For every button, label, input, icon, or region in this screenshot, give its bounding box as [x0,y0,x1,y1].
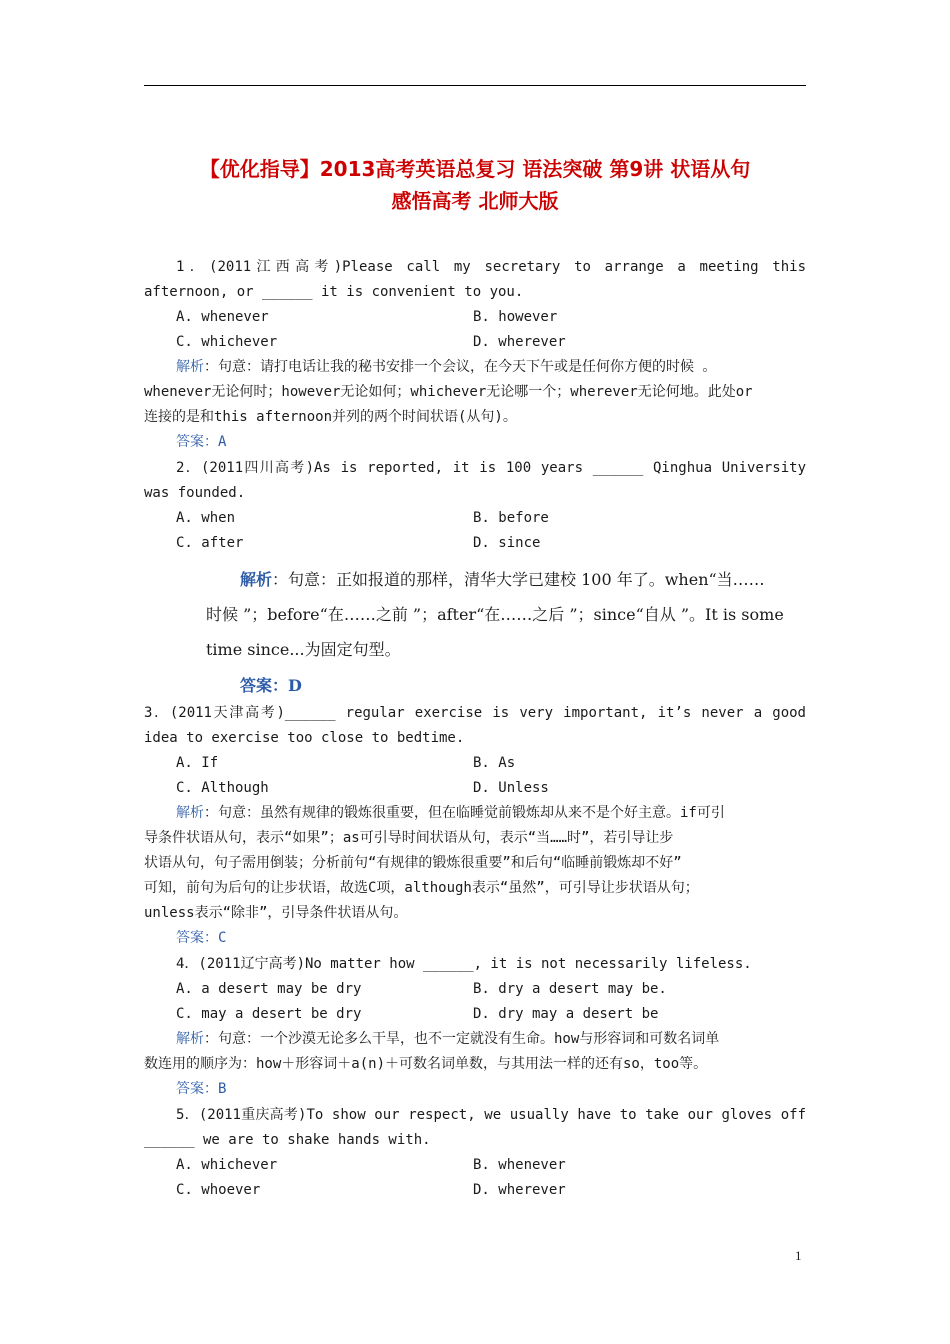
q2-option-b: B. before [473,510,549,526]
q3-explanation-line-4: 可知，前句为后句的让步状语，故选C项，although表示“虽然”，可引导让步状语从句； [144,880,699,896]
q1-answer: 答案：A [176,434,227,450]
q2-explanation-line-3: time since...为固定句型。 [206,640,401,659]
q3-option-c: C. Although [176,780,269,796]
q1-explanation-line-3: 连接的是和this afternoon并列的两个时间状语(从句)。 [144,409,517,425]
q4-stem-line-1: 4．(2011辽宁高考)No matter how ______, it is not necessarily lifeless. [176,956,752,972]
q1-explanation-line-1: 解析：句意：请打电话让我的秘书安排一个会议，在今天下午或是任何你方便的时候 。 [176,359,717,375]
q5-option-a: A. whichever [176,1157,278,1173]
q5-option-d: D. wherever [473,1182,566,1198]
q1-explanation-label: 解析 [176,359,204,375]
q3-option-b: B. As [473,755,516,771]
q3-explanation-line-5: unless表示“除非”，引导条件状语从句。 [144,905,408,921]
q2-option-d: D. since [473,535,541,551]
q1-explanation-line-2: whenever无论何时；however无论如何；whichever无论哪一个；wherever无论何地。此处or [144,384,753,400]
q4-option-d: D. dry may a desert be [473,1006,659,1022]
q2-answer-label: 答案 [240,676,273,695]
q1-stem-line-1: 1．(2011江西高考)Please call my secretary to arrange a meeting this [176,259,806,275]
q2-stem-line-2: was founded. [144,485,246,501]
q1-stem-line-2: afternoon, or ______ it is convenient to you. [144,284,524,300]
q3-option-a: A. If [176,755,219,771]
q5-option-c: C. whoever [176,1182,261,1198]
document-title-line-2: 感悟高考 北师大版 [391,189,559,213]
q3-explanation-label: 解析 [176,805,204,821]
q5-stem-line-2: ______ we are to shake hands with. [144,1132,431,1148]
q5-option-b: B. whenever [473,1157,566,1173]
q4-explanation-line-2: 数连用的顺序为：how＋形容词＋a(n)＋可数名词单数，与其用法一样的还有so，too等。 [144,1056,708,1072]
q3-stem-line-2: idea to exercise too close to bedtime. [144,730,465,746]
q2-answer: 答案：D [240,676,302,695]
q2-option-a: A. when [176,510,236,526]
q2-explanation-label: 解析 [240,570,273,589]
q2-stem-line-1: 2．(2011四川高考)As is reported, it is 100 years ______ Qinghua University [176,460,806,476]
q2-option-c: C. after [176,535,244,551]
header-rule [144,85,806,86]
q3-answer: 答案：C [176,930,227,946]
q3-explanation-line-2: 导条件状语从句，表示“如果”；as可引导时间状语从句，表示“当……时”，若引导让步 [144,830,674,846]
q3-stem-line-1: 3．(2011天津高考)______ regular exercise is very important, it’s never a good [144,705,806,721]
q2-explanation-line-1: 解析：句意：正如报道的那样，清华大学已建校 100 年了。when“当…… [240,570,765,589]
q4-explanation-line-1: 解析：句意：一个沙漠无论多么干旱，也不一定就没有生命。how与形容词和可数名词单 [176,1031,720,1047]
q3-explanation-line-1: 解析：句意：虽然有规律的锻炼很重要，但在临睡觉前锻炼却从来不是个好主意。if可引 [176,805,725,821]
q4-option-a: A. a desert may be dry [176,981,362,997]
page-number: 1 [795,1248,802,1263]
q1-option-b: B. however [473,309,558,325]
q3-option-d: D. Unless [473,780,549,796]
q1-option-a: A. whenever [176,309,269,325]
q3-explanation-line-3: 状语从句，句子需用倒装；分析前句“有规律的锻炼很重要”和后句“临睡前锻炼却不好” [144,855,682,871]
document-title-line-1: 【优化指导】2013高考英语总复习 语法突破 第9讲 状语从句 [199,157,751,181]
q4-answer: 答案：B [176,1081,227,1097]
q4-explanation-label: 解析 [176,1031,204,1047]
q2-explanation-line-2: 时候 ”；before“在……之前 ”；after“在……之后 ”；since“自从 ”。It is some [206,605,784,624]
q1-option-c: C. whichever [176,334,278,350]
q4-option-b: B. dry a desert may be. [473,981,667,997]
q4-option-c: C. may a desert be dry [176,1006,362,1022]
q5-stem-line-1: 5．(2011重庆高考)To show our respect, we usually have to take our gloves off [176,1107,806,1123]
q1-option-d: D. wherever [473,334,566,350]
